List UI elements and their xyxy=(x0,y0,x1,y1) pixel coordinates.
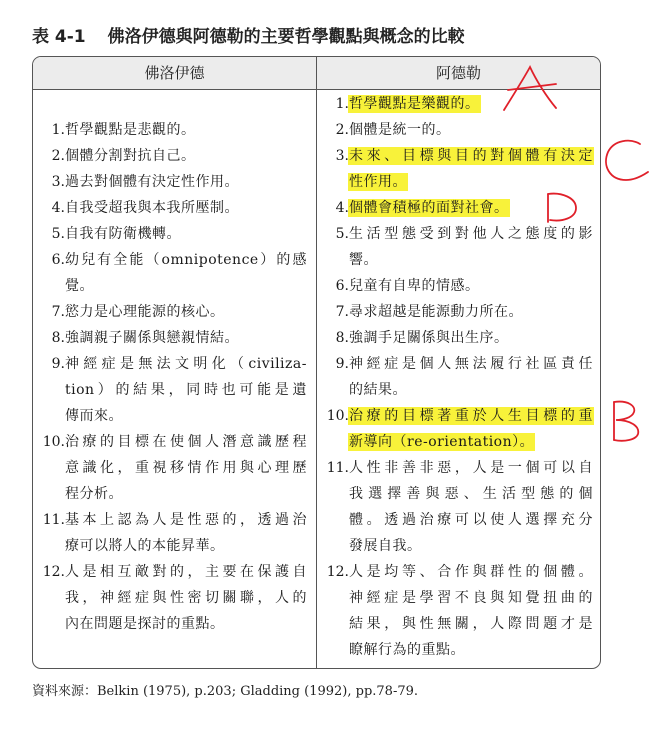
item-line xyxy=(65,481,307,507)
item-line xyxy=(65,221,307,247)
line-text: 的結果。 xyxy=(349,382,407,398)
item-text xyxy=(65,117,307,143)
line-text: 過去對個體有決定性作用。 xyxy=(65,174,239,190)
line-text: 內在問題是探討的重點。 xyxy=(65,616,225,632)
item-line xyxy=(65,325,307,351)
annotation-b xyxy=(606,398,646,444)
item-text xyxy=(349,117,593,143)
line-text: 生活型態受到對他人之態度的影 xyxy=(349,226,593,242)
item-line xyxy=(349,299,593,325)
item-line xyxy=(65,507,307,533)
item-line xyxy=(349,481,593,507)
line-text: 強調手足關係與出生序。 xyxy=(349,330,509,346)
item-text xyxy=(65,325,307,351)
line-text: 自我受超我與本我所壓制。 xyxy=(65,200,239,216)
item-line xyxy=(349,91,593,117)
line-text: 響。 xyxy=(349,252,378,268)
line-text: 未來、目標與目的對個體有決定 xyxy=(349,148,593,164)
line-text: 人性非善非惡，人是一個可以自 xyxy=(349,460,593,476)
item-line xyxy=(65,299,307,325)
comparison-table xyxy=(32,56,601,669)
line-text: 覺。 xyxy=(65,278,94,294)
item-text xyxy=(65,195,307,221)
annotation-b-letter: B xyxy=(606,398,607,399)
line-text: 基本上認為人是性惡的，透過治 xyxy=(65,512,307,528)
item-line xyxy=(349,273,593,299)
item-line xyxy=(349,325,593,351)
line-text: 個體是統一的。 xyxy=(349,122,451,138)
item-text xyxy=(65,143,307,169)
table-caption: 佛洛伊德與阿德勒的主要哲學觀點與概念的比較 xyxy=(107,27,465,47)
item-line xyxy=(349,585,593,611)
line-text: 意識化，重視移情作用與心理歷 xyxy=(65,460,307,476)
item-line xyxy=(349,377,593,403)
item-line xyxy=(65,351,307,377)
item-number: 10. xyxy=(42,434,65,450)
item-number: 6. xyxy=(335,278,349,294)
line-text: 強調親子關係與戀親情結。 xyxy=(65,330,239,346)
item-line xyxy=(65,403,307,429)
line-text: 尋求超越是能源動力所在。 xyxy=(349,304,523,320)
line-text: 人是均等、合作與群性的個體。 xyxy=(349,564,593,580)
header-freud: 佛洛伊德 xyxy=(144,64,205,82)
annotation-c xyxy=(600,136,652,188)
item-number: 5. xyxy=(335,226,349,242)
item-line xyxy=(65,247,307,273)
item-number: 6. xyxy=(51,252,65,268)
item-line xyxy=(65,195,307,221)
item-line xyxy=(65,455,307,481)
item-line xyxy=(65,559,307,585)
item-line xyxy=(349,247,593,273)
item-number: 8. xyxy=(51,330,65,346)
item-line xyxy=(349,143,593,169)
line-text: 療可以將人的本能昇華。 xyxy=(65,538,225,554)
item-text xyxy=(65,351,307,429)
line-text: 幼兒有全能（omnipotence）的感 xyxy=(65,252,307,268)
line-text: 神經症是個人無法履行社區責任 xyxy=(349,356,593,372)
line-text: 人是相互敵對的，主要在保護自 xyxy=(65,564,307,580)
line-text: 我，神經症與性密切關聯，人的 xyxy=(65,590,307,606)
item-text xyxy=(65,247,307,299)
item-line xyxy=(349,351,593,377)
item-line xyxy=(349,637,593,663)
item-line xyxy=(349,533,593,559)
line-text: 哲學觀點是悲觀的。 xyxy=(65,122,196,138)
item-number: 10. xyxy=(326,408,349,424)
item-line xyxy=(349,403,593,429)
item-line xyxy=(349,117,593,143)
item-line xyxy=(349,507,593,533)
header-adler: 阿德勒 xyxy=(435,64,481,82)
line-text: 我選擇善與惡、生活型態的個 xyxy=(349,486,593,502)
line-text: 慾力是心理能源的核心。 xyxy=(65,304,225,320)
item-line xyxy=(349,169,593,195)
line-text: 神經症是無法文明化（civiliza- xyxy=(65,356,307,372)
line-text: 治療的目標著重於人生目標的重 xyxy=(349,408,593,424)
item-text xyxy=(349,559,593,663)
item-number: 5. xyxy=(51,226,65,242)
item-number: 2. xyxy=(335,122,349,138)
item-number: 4. xyxy=(335,200,349,216)
item-text xyxy=(349,351,593,403)
source-note: 資料來源：Belkin (1975), p.203; Gladding (1992), pp.78-79. xyxy=(32,684,419,699)
item-text xyxy=(349,455,593,559)
item-text xyxy=(349,221,593,273)
item-number: 3. xyxy=(51,174,65,190)
item-text xyxy=(349,299,593,325)
item-text xyxy=(349,403,593,455)
line-text: 瞭解行為的重點。 xyxy=(349,642,465,658)
item-text xyxy=(65,507,307,559)
line-text: 個體分割對抗自己。 xyxy=(65,148,196,164)
item-text xyxy=(349,325,593,351)
item-number: 12. xyxy=(326,564,349,580)
item-number: 9. xyxy=(51,356,65,372)
item-text xyxy=(65,221,307,247)
item-line xyxy=(65,533,307,559)
item-number: 7. xyxy=(51,304,65,320)
item-text xyxy=(65,429,307,507)
item-number: 7. xyxy=(335,304,349,320)
item-line xyxy=(65,169,307,195)
item-text xyxy=(349,195,593,221)
line-text: 兒童有自卑的情感。 xyxy=(349,278,480,294)
item-text xyxy=(65,169,307,195)
item-line xyxy=(65,143,307,169)
item-line xyxy=(65,585,307,611)
table-number: 表 4-1 xyxy=(32,27,86,47)
item-number: 4. xyxy=(51,200,65,216)
line-text: 傳而來。 xyxy=(65,408,123,424)
line-text: 個體會積極的面對社會。 xyxy=(349,200,509,216)
annotation-d-letter: D xyxy=(540,190,541,191)
column-divider xyxy=(316,57,317,668)
item-number: 8. xyxy=(335,330,349,346)
line-text: tion）的結果，同時也可能是遺 xyxy=(65,382,307,398)
item-line xyxy=(349,559,593,585)
line-text: 結果，與性無關，人際問題才是 xyxy=(349,616,593,632)
item-line xyxy=(65,273,307,299)
item-line xyxy=(65,117,307,143)
line-text: 新導向（re-orientation）。 xyxy=(349,434,535,450)
item-line xyxy=(349,611,593,637)
item-text xyxy=(65,299,307,325)
line-text: 程分析。 xyxy=(65,486,123,502)
item-text xyxy=(349,91,593,117)
item-number: 11. xyxy=(326,460,349,476)
item-line xyxy=(349,195,593,221)
item-number: 1. xyxy=(335,96,349,112)
item-text xyxy=(349,273,593,299)
item-number: 3. xyxy=(335,148,349,164)
table-title xyxy=(32,22,465,47)
line-text: 發展自我。 xyxy=(349,538,422,554)
annotation-c-letter: C xyxy=(600,136,601,137)
item-line xyxy=(65,611,307,637)
line-text: 自我有防衛機轉。 xyxy=(65,226,181,242)
item-number: 12. xyxy=(42,564,65,580)
item-line xyxy=(65,377,307,403)
item-line xyxy=(65,429,307,455)
line-text: 治療的目標在使個人潛意識歷程 xyxy=(65,434,307,450)
item-number: 2. xyxy=(51,148,65,164)
item-text xyxy=(349,143,593,195)
item-number: 1. xyxy=(51,122,65,138)
line-text: 性作用。 xyxy=(349,174,407,190)
line-text: 神經症是學習不良與知覺扭曲的 xyxy=(349,590,593,606)
item-line xyxy=(349,221,593,247)
item-line xyxy=(349,455,593,481)
line-text: 哲學觀點是樂觀的。 xyxy=(349,96,480,112)
item-number: 9. xyxy=(335,356,349,372)
item-text xyxy=(65,559,307,637)
line-text: 體。透過治療可以使人選擇充分 xyxy=(349,512,593,528)
item-number: 11. xyxy=(42,512,65,528)
item-line xyxy=(349,429,593,455)
